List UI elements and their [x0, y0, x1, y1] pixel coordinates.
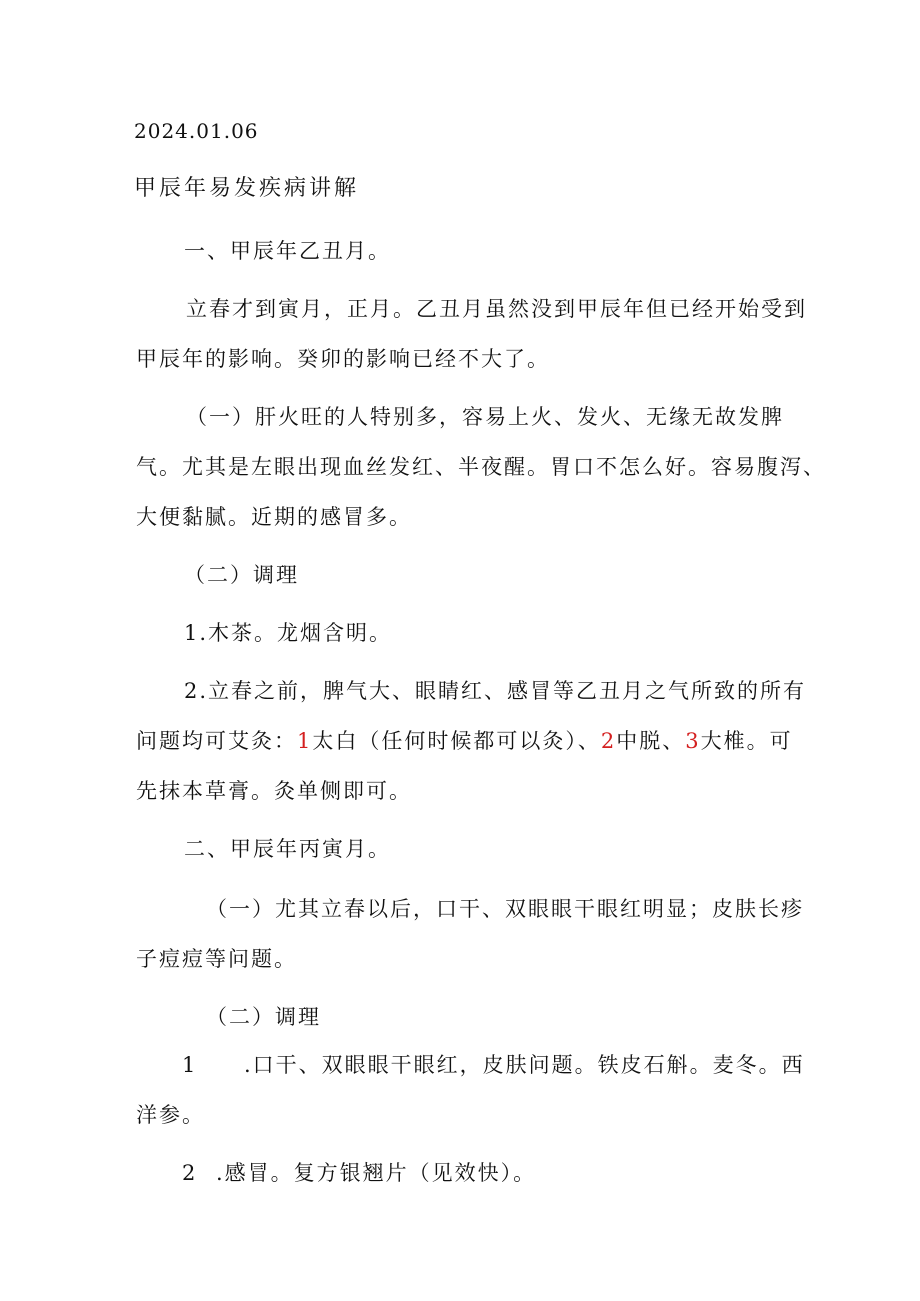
section1-intro-line2: 甲辰年的影响。癸卯的影响已经不大了。	[136, 347, 550, 371]
section1-item2-line3: 先抹本草膏。灸单侧即可。	[136, 779, 412, 803]
acupoint-number-1: 1	[297, 729, 313, 753]
document-date: 2024.01.06	[134, 119, 259, 143]
section1-sub1-line1: （一）肝火旺的人特别多，容易上火、发火、无缘无故发脾	[186, 405, 784, 429]
item2-line2-part-b: 太白（任何时候都可以灸）、	[312, 729, 601, 753]
section1-sub1-line2: 气。尤其是左眼出现血丝发红、半夜醒。胃口不怎么好。容易腹泻、	[136, 455, 826, 479]
section2-item2-number: 2	[182, 1161, 198, 1185]
section1-heading: 一、甲辰年乙丑月。	[184, 239, 391, 263]
section1-sub1-line3: 大便黏腻。近期的感冒多。	[136, 505, 412, 529]
section1-item2-line2	[136, 726, 793, 756]
item2-line2-part-d: 大椎。可	[700, 729, 793, 753]
item2-line2-part-c: 中脱、	[616, 729, 686, 753]
acupoint-number-2: 2	[600, 729, 617, 753]
section2-item1-number: 1	[182, 1053, 198, 1077]
section2-item1-line2: 洋参。	[136, 1103, 205, 1127]
section1-intro-line1: 立春才到寅月，正月。乙丑月虽然没到甲辰年但已经开始受到	[186, 297, 807, 321]
document-title: 甲辰年易发疾病讲解	[134, 176, 360, 201]
acupoint-number-3: 3	[685, 729, 701, 753]
section2-sub1-line2: 子痘痘等问题。	[136, 947, 297, 971]
section1-item2-line1: 2.立春之前，脾气大、眼睛红、感冒等乙丑月之气所致的所有	[184, 679, 807, 703]
section1-sub2-heading: （二）调理	[184, 563, 299, 587]
section2-item2-text: .感冒。复方银翘片（见效快）。	[216, 1161, 537, 1185]
item2-line2-part-a: 问题均可艾灸：	[136, 729, 297, 753]
section2-sub2-heading: （二）调理	[206, 1005, 321, 1029]
section1-item1: 1.木茶。龙烟含明。	[184, 621, 393, 645]
section2-heading: 二、甲辰年丙寅月。	[184, 837, 391, 861]
section2-item1-line1: .口干、双眼眼干眼红，皮肤问题。铁皮石斛。麦冬。西	[244, 1053, 805, 1077]
section2-sub1-line1: （一）尤其立春以后，口干、双眼眼干眼红明显；皮肤长疹	[206, 897, 804, 921]
